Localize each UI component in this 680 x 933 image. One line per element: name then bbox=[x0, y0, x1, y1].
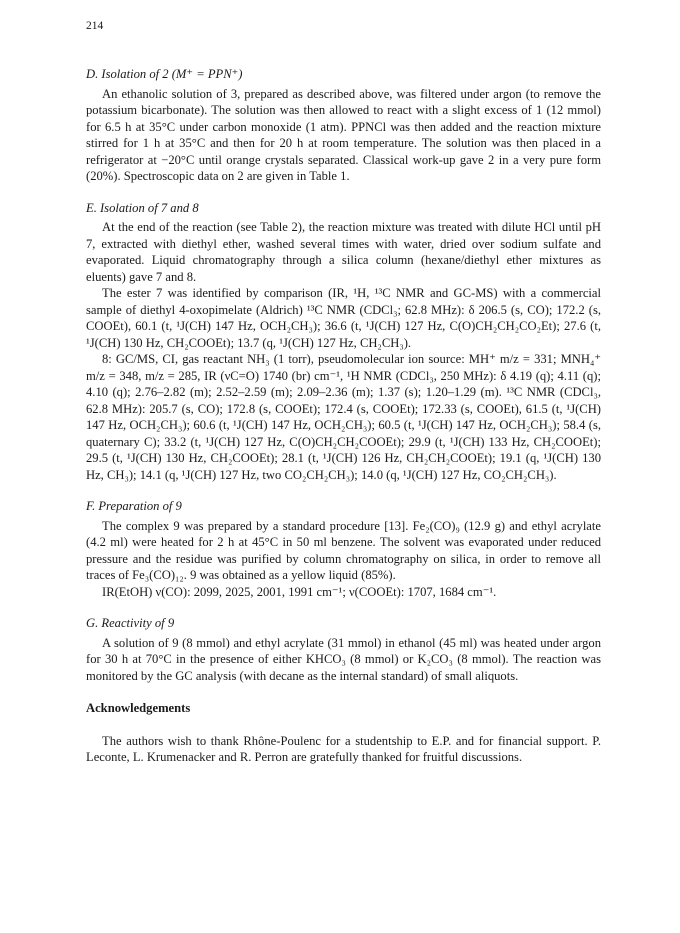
section-heading-isolation-7-8: E. Isolation of 7 and 8 bbox=[86, 200, 199, 215]
paragraph: The ester 7 was identified by comparison (IR, ¹H, ¹³C NMR and GC-MS) with a commercial sample of diethyl 4-oxopimelate (Aldrich) ¹³C NMR (CDCl₃; 62.8 MHz): δ 206.5 (s, CO); 172.2 (s, COOEt), 60.1 (t, ¹J(CH) 147 Hz, OCH₂CH₃); 36.6 (t, ¹J(CH) 127 Hz, C(O)CH₂CH₂CO₂Et); 27.6 (t, ¹J(CH) 130 Hz, CH₂COOEt); 13.7 (q, ¹J(CH) 127 Hz, CH₂CH₃). bbox=[86, 286, 601, 350]
acknowledgements-text: The authors wish to thank Rhône-Poulenc for a studentship to E.P. and for financial support. P. Leconte, L. Krumenacker and R. Perron are gratefully thanked for fruitful discussions. bbox=[86, 733, 601, 764]
acknowledgements-heading: Acknowledgements bbox=[86, 701, 191, 715]
article-body bbox=[86, 66, 601, 766]
page-number: 214 bbox=[86, 20, 104, 32]
section-heading-preparation-9: F. Preparation of 9 bbox=[86, 499, 182, 513]
paragraph: IR(EtOH) ν(CO): 2099, 2025, 2001, 1991 cm⁻¹; ν(COOEt): 1707, 1684 cm⁻¹. bbox=[102, 584, 497, 599]
paragraph: 8: GC/MS, CI, gas reactant NH₃ (1 torr), pseudomolecular ion source: MH⁺ m/z = 331; MNH₄⁺ m/z = 348, m/z = 285, IR (νC=O) 1740 (br) cm⁻¹, ¹H NMR (CDCl₃, 250 MHz): δ 4.19 (q); 4.11 (q); 4.10 (q); 2.76–2.82 (m); 2.52–2.59 (m); 2.09–2.36 (m); 1.37 (s); 1.20–1.29 (m). ¹³C NMR (CDCl₃, 62.8 MHz): 205.7 (s, CO); 172.8 (s, COOEt); 172.4 (s, COOEt); 172.33 (s, COOEt), 61.5 (t, ¹J(CH) 147 Hz, OCH₂CH₃); 60.6 (t, ¹J(CH) 147 Hz, OCH₂CH₃); 60.5 (t, ¹J(CH) 147 Hz, OCH₂CH₃); 58.4 (s, quaternary C); 33.2 (t, ¹J(CH) 127 Hz, C(O)CH₂CH₂COOEt); 29.9 (t, ¹J(CH) 133 Hz, CH₂COOEt); 29.5 (t, ¹J(CH) 130 Hz, CH₂COOEt); 28.1 (t, ¹J(CH) 126 Hz, CH₂CH₂COOEt); 19.1 (q, ¹J(CH) 130 Hz, CH₃); 14.1 (q, ¹J(CH) 127 Hz, two CO₂CH₂CH₃); 14.0 (q, ¹J(CH) 127 Hz, CO₂CH₂CH₃). bbox=[86, 352, 601, 482]
paragraph: An ethanolic solution of 3, prepared as described above, was filtered under argon (to remove the potassium bicarbonate). The solution was then allowed to react with a slight excess of 1 (12 mmol) for 6.5 h at 35°C under carbon monoxide (1 atm). PPNCl was then added and the reaction mixture stirred for 1 h at 35°C and then for 20 h at room temperature. The solution was then placed in a refrigerator at −20°C until orange crystals separated. Classical work-up gave 2 in a very pure form (20%). Spectroscopic data on 2 are given in Table 1. bbox=[86, 86, 601, 183]
paragraph: A solution of 9 (8 mmol) and ethyl acrylate (31 mmol) in ethanol (45 ml) was heated under argon for 30 h at 70°C in the presence of either KHCO₃ (8 mmol) or K₂CO₃ (8 mmol). The reaction was monitored by the GC analysis (with decane as the internal standard) of small aliquots. bbox=[86, 635, 601, 683]
section-heading-reactivity-9: G. Reactivity of 9 bbox=[86, 616, 175, 630]
paragraph: At the end of the reaction (see Table 2), the reaction mixture was treated with dilute HCl until pH 7, extracted with diethyl ether, washed several times with water, dried over sodium sulfate and evaporated. Liquid chromatography through a silica column (hexane/diethyl ether mixtures as eluents) gave 7 and 8. bbox=[86, 220, 601, 284]
paragraph: The complex 9 was prepared by a standard procedure [13]. Fe₂(CO)₉ (12.9 g) and ethyl acrylate (4.2 ml) were heated for 2 h at 45°C in 50 ml benzene. The solvent was evaporated under reduced pressure and the residue was purified by column chromatography on silica, in order to remove all traces of Fe₃(CO)₁₂. 9 was obtained as a yellow liquid (85%). bbox=[86, 518, 601, 582]
section-heading-isolation-2: D. Isolation of 2 (M⁺ = PPN⁺) bbox=[86, 67, 243, 81]
